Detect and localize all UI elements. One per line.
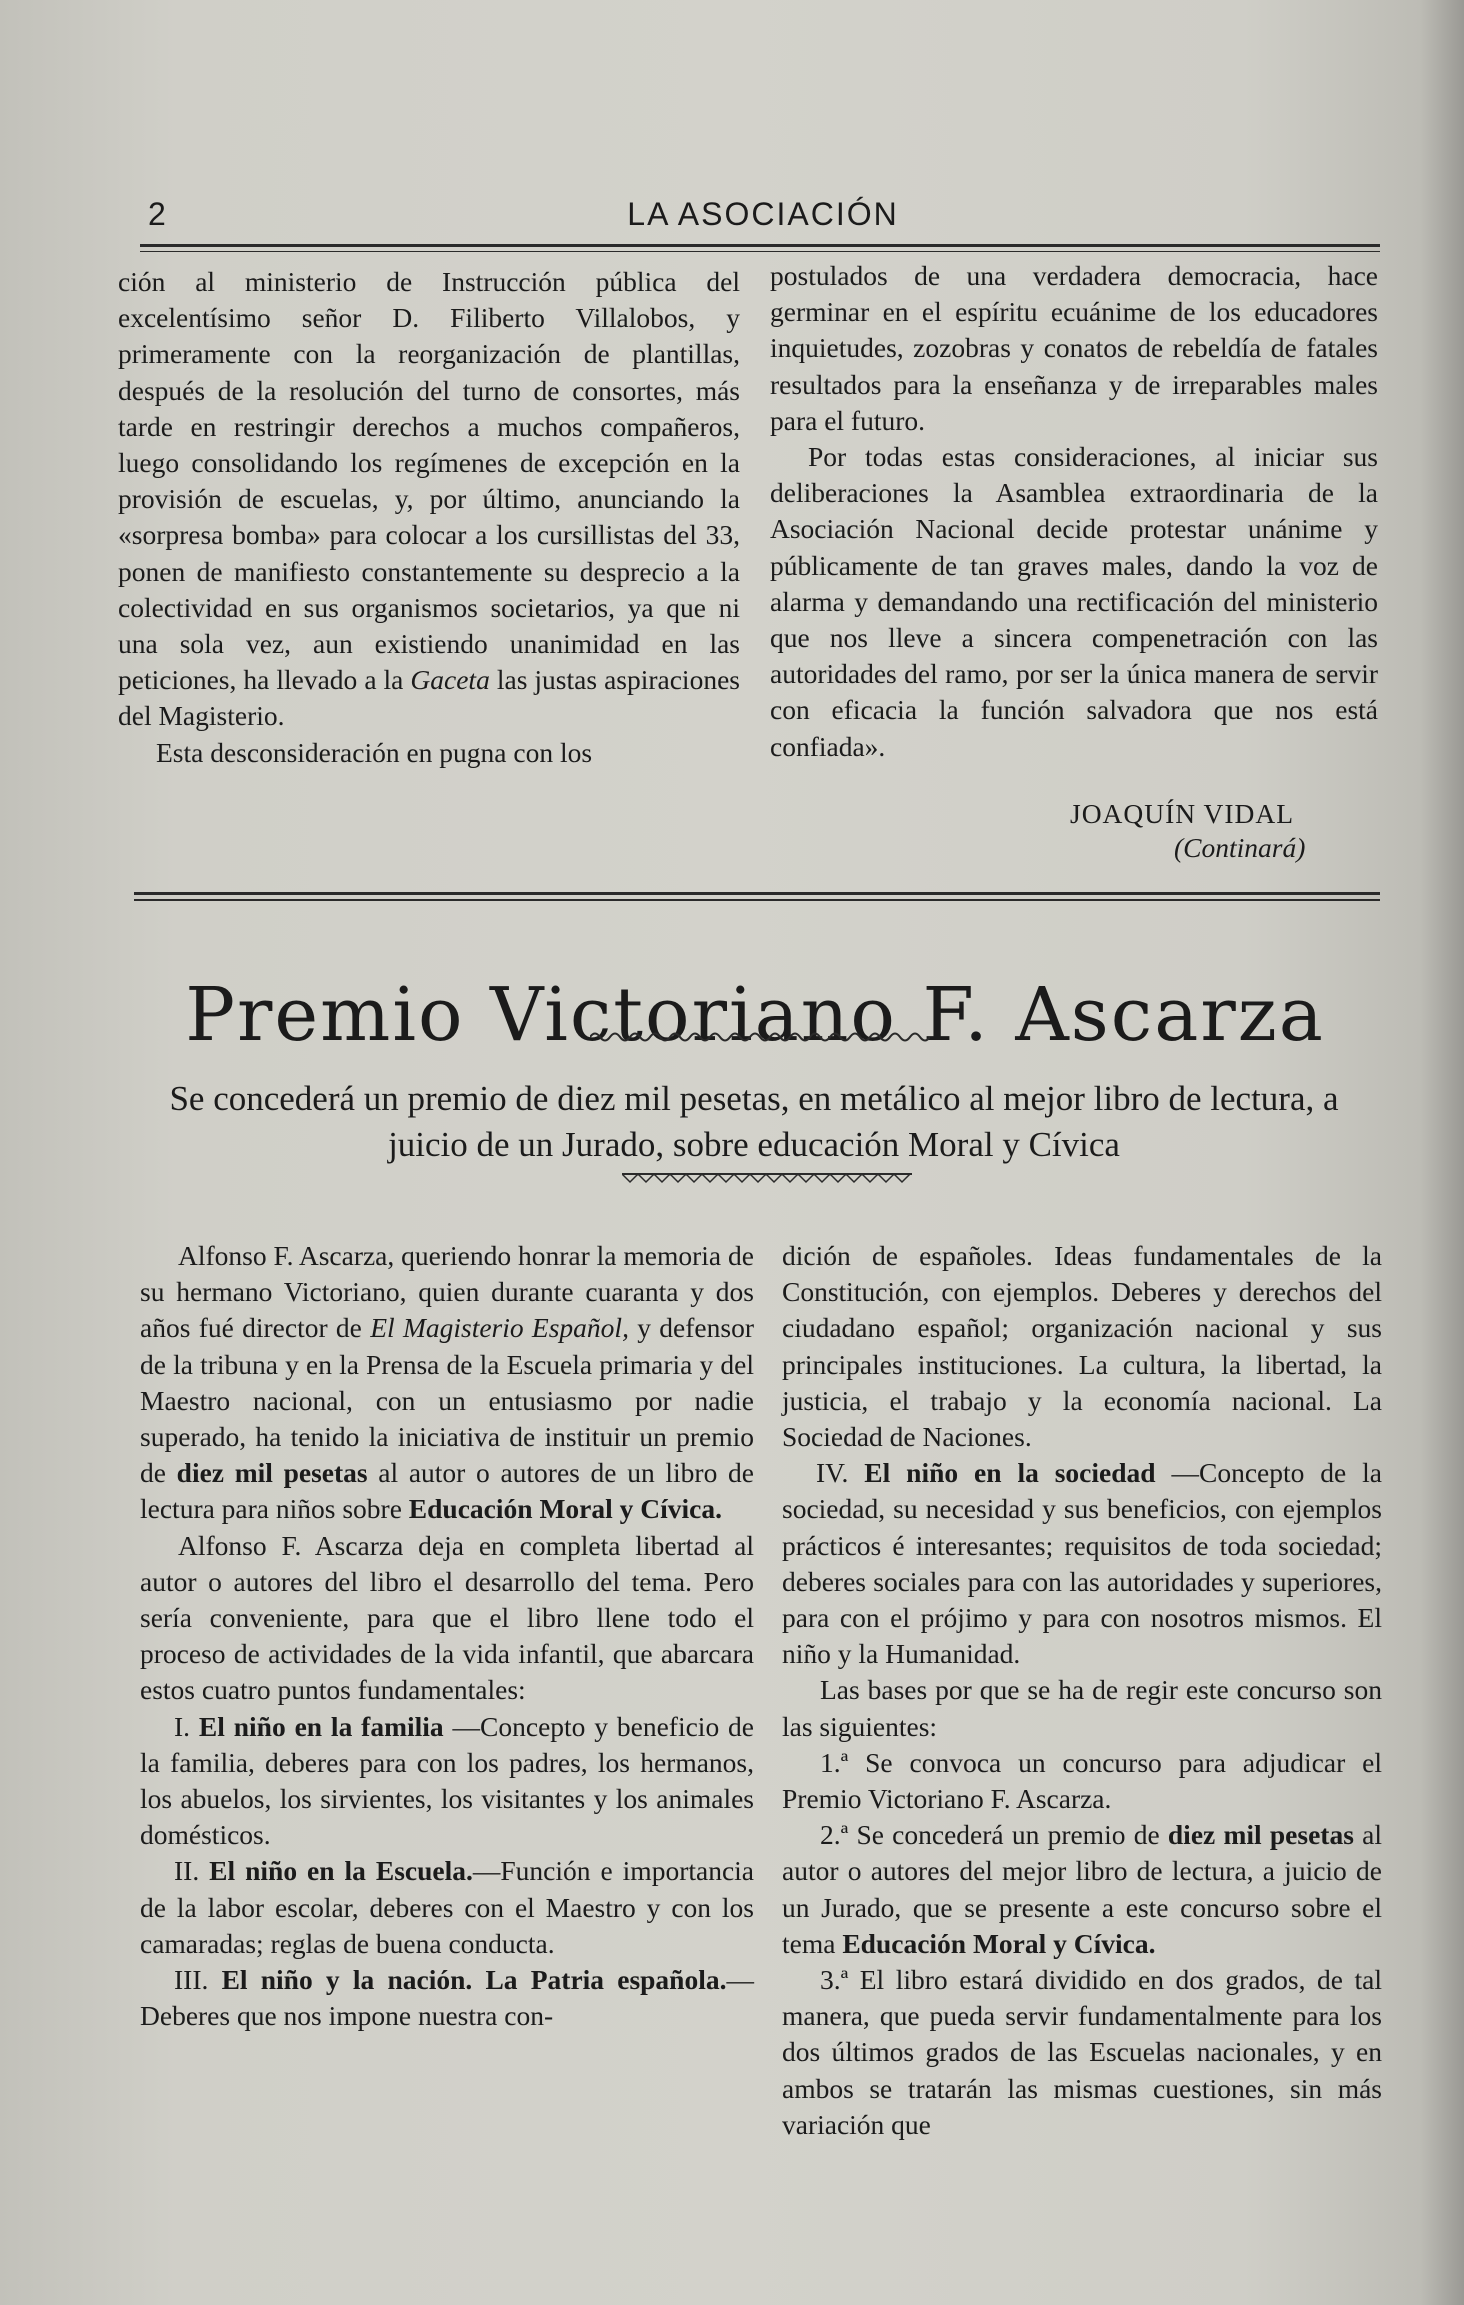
premio-paragraph: Las bases por que se ha de regir este concurso son las siguientes:: [782, 1674, 1382, 1742]
point-item: I. El niño en la familia —Concepto y beneficio de la familia, deberes para con los padres, los hermanos, los abuelos, los sirvientes, los visitantes y los animales domésticos.: [140, 1710, 755, 1851]
base-item: 3.ª El libro estará dividido en dos grados, de tal manera, que pueda servir fundamentalmente para los dos últimos grados de las Escuelas nacionales, y en ambos se tratarán las mismas cuestiones, sin más variación que: [782, 1964, 1382, 2140]
premio-paragraph: dición de españoles. Ideas fundamentales de la Constitución, con ejemplos. Deberes y derechos del ciudadano español; organización nacional y sus principales instituciones. La cultura, la libertad, la justicia, el trabajo y la economía nacional. La Sociedad de Naciones.: [782, 1240, 1382, 1453]
page-number: 2: [148, 196, 166, 232]
point-item: III. El niño y la nación. La Patria española.—Deberes que nos impone nuestra con-: [140, 1964, 754, 2032]
section-divider-thin: [134, 899, 1380, 901]
article-left-column: [118, 264, 740, 771]
author-signature: JOAQUÍN VIDAL: [1070, 798, 1295, 829]
page-header: [148, 196, 1378, 240]
article-paragraph: postulados de una verdadera democracia, hace germinar en el espíritu ecuánime de los educadores inquietudes, zozobras y conatos de rebeldía de fatales resultados para la enseñanza y de irreparables males para el futuro.: [770, 260, 1378, 436]
premio-left-column: [140, 1238, 754, 2034]
premio-paragraph: Alfonso F. Ascarza, queriendo honrar la memoria de su hermano Victoriano, quien durante cuaranta y dos años fué director de El Magisterio Español, y defensor de la tribuna y en la Prensa de la Escuela primaria y del Maestro nacional, con un entusiasmo por nadie superado, ha tenido la iniciativa de instituir un premio de diez mil pesetas al autor o autores de un libro de lectura para niños sobre Educación Moral y Cívica.: [140, 1240, 754, 1525]
header-rule-thin: [140, 251, 1380, 252]
premio-paragraph: Alfonso F. Ascarza deja en completa libertad al autor o autores del libro el desarrollo del tema. Pero sería conveniente, para que el libro llene todo el proceso de actividades de la vida infantil, que abarcara estos cuatro puntos fundamentales:: [140, 1529, 754, 1706]
wave-ornament: [590, 1030, 930, 1044]
article-right-column: [770, 258, 1378, 765]
point-item: IV. El niño en la sociedad —Concepto de la sociedad, su necesidad y sus beneficios, con ejemplos prácticos é interesantes; requisitos de toda sociedad; deberes sociales para con las autoridades y superiores, para con el prójimo y para con nosotros mismos. El niño y la Humanidad.: [782, 1457, 1382, 1670]
premio-title: Premio Victoriano F. Ascarza: [185, 971, 1325, 1058]
point-item: II. El niño en la Escuela.—Función e importancia de la labor escolar, deberes con el Maestro y con los camaradas; reglas de buena conducta.: [140, 1855, 754, 1959]
header-rule: [140, 244, 1380, 247]
article-paragraph: Por todas estas consideraciones, al iniciar sus deliberaciones la Asamblea extraordinaria de la Asociación Nacional decide protestar unánime y públicamente de tan graves males, dando la voz de alarma y demandando una rectificación del ministerio que nos lleve a sincera compenetración con las autoridades del ramo, por ser la única manera de servir con eficacia la función salvadora que nos está confiada».: [770, 441, 1378, 762]
continued-note: (Continará): [1174, 832, 1306, 863]
running-title: LA ASOCIACIÓN: [627, 196, 899, 232]
section-divider: [134, 892, 1380, 895]
article-paragraph: ción al ministerio de Instrucción pública del excelentísimo señor D. Filiberto Villalobos, y primeramente con la reorganización de plantillas, después de la resolución del turno de consortes, más tarde en restringir derechos a muchos compañeros, luego consolidando los regímenes de excepción en la provisión de escuelas, y, por último, anunciando la «sorpresa bomba» para colocar a los cursillistas del 33, ponen de manifiesto constantemente su desprecio a la colectividad en sus organismos societarios, ya que ni una sola vez, aun existiendo unanimidad en las peticiones, ha llevado a la Gaceta las justas aspiraciones del Magisterio.: [118, 266, 740, 732]
article-paragraph: Esta desconsideración en pugna con los: [156, 736, 593, 768]
dotted-ornament: [622, 1172, 912, 1184]
base-item: 1.ª Se convoca un concurso para adjudicar el Premio Victoriano F. Ascarza.: [782, 1746, 1382, 1815]
base-item: 2.ª Se concederá un premio de diez mil pesetas al autor o autores del mejor libro de lectura, a juicio de un Jurado, que se presente a este concurso sobre el tema Educación Moral y Cívica.: [782, 1819, 1382, 1959]
premio-right-column: [782, 1238, 1382, 2143]
premio-subtitle: Se concederá un premio de diez mil pesetas, en metálico al mejor libro de lectura, a juicio de un Jurado, sobre educación Moral y Cívica: [169, 1079, 1339, 1164]
